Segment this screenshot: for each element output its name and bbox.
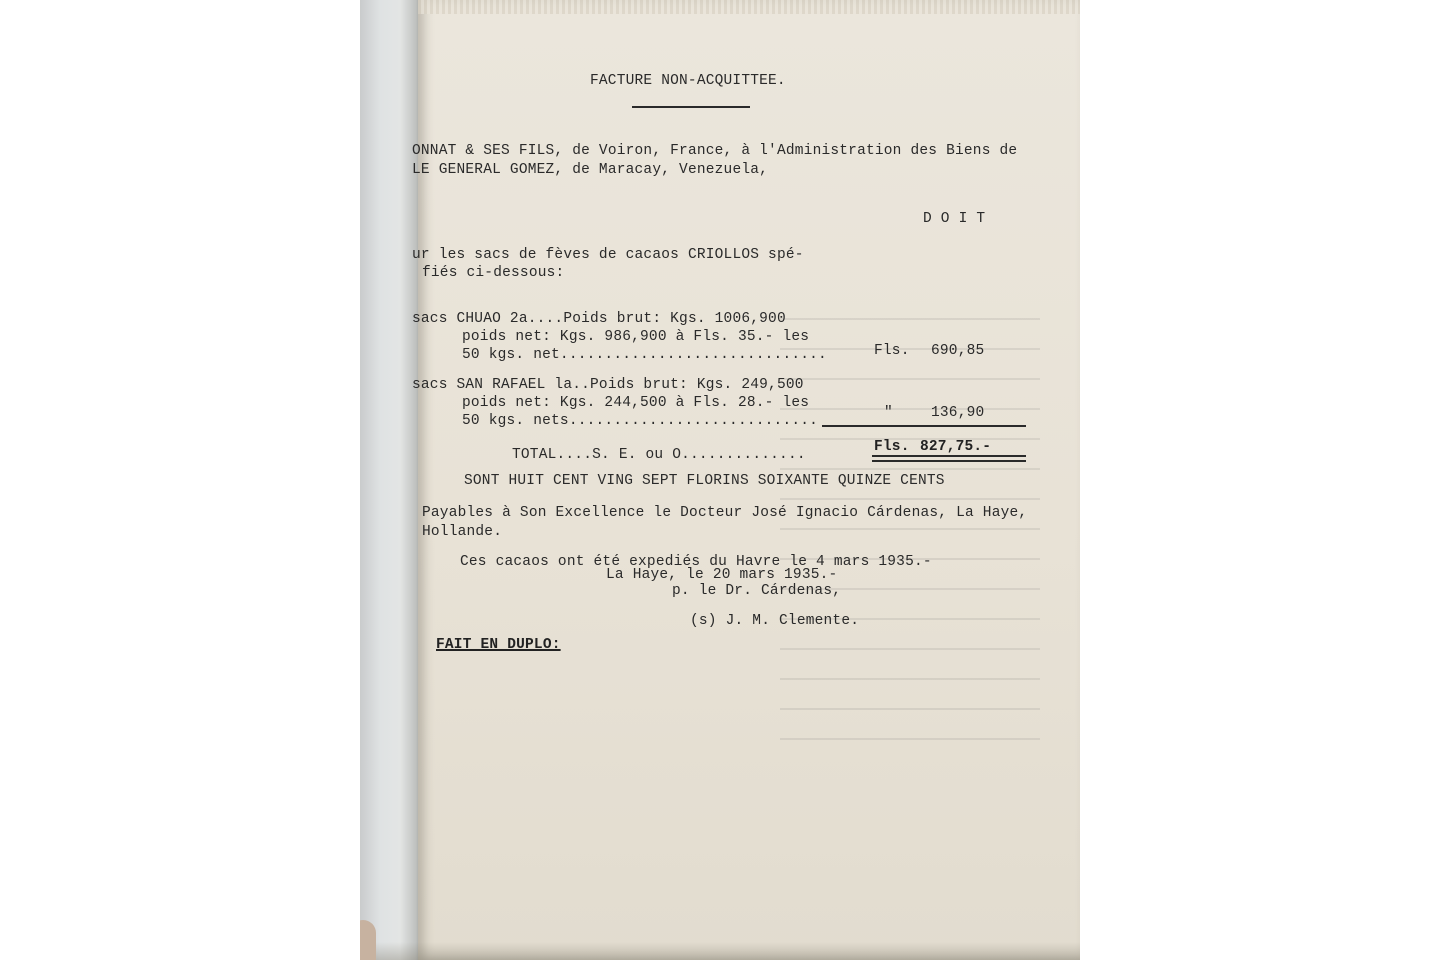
intro-line-2: fiés ci-dessous: [422, 265, 565, 281]
amount-in-words: SONT HUIT CENT VING SEPT FLORINS SOIXANTE QUINZE CENTS [464, 473, 945, 489]
item2-line-2: poids net: Kgs. 244,500 à Fls. 28.- les [462, 395, 810, 411]
item1-line-3: 50 kgs. net.............................. [462, 347, 827, 363]
header-line-2: LE GENERAL GOMEZ, de Maracay, Venezuela, [412, 162, 769, 178]
item1-line-1: sacs CHUAO 2a....Poids brut: Kgs. 1006,900 [412, 311, 786, 327]
total-amount: 827,75.- [920, 439, 992, 455]
invoice-title: FACTURE NON-ACQUITTEE. [590, 73, 786, 89]
total-rule-2 [872, 460, 1026, 462]
shipping-note: Ces cacaos ont été expediés du Havre le 4 mars 1935.- [460, 554, 932, 570]
document-photo [360, 0, 1080, 960]
total-currency: Fls. [874, 439, 910, 455]
page-top-edge [418, 0, 1080, 14]
item2-line-3: 50 kgs. nets............................ [462, 413, 819, 429]
intro-line-1: ur les sacs de fèves de cacaos CRIOLLOS spé- [412, 247, 804, 263]
thumb-at-corner [360, 920, 376, 960]
payable-line-2: Hollande. [422, 524, 503, 540]
item2-amount: 136,90 [931, 405, 985, 421]
title-underline [632, 106, 750, 108]
item1-currency: Fls. [874, 343, 910, 359]
header-line-1: ONNAT & SES FILS, de Voiron, France, à l'Administration des Biens de [412, 143, 1018, 159]
total-rule-1 [872, 455, 1026, 457]
item2-currency-ditto: " [884, 405, 893, 421]
page-bottom-shadow [360, 942, 1080, 960]
duplicate-note: FAIT EN DUPLO: [436, 637, 561, 653]
item1-amount: 690,85 [931, 343, 985, 359]
place-date: La Haye, le 20 mars 1935.- [606, 567, 838, 583]
doit-label: D O I T [923, 211, 986, 227]
total-label: TOTAL....S. E. ou O.............. [512, 447, 806, 463]
payable-line-1: Payables à Son Excellence le Docteur José Ignacio Cárdenas, La Haye, [422, 505, 1028, 521]
subtotal-rule [822, 425, 1026, 427]
item1-line-2: poids net: Kgs. 986,900 à Fls. 35.- les [462, 329, 810, 345]
item2-line-1: sacs SAN RAFAEL la..Poids brut: Kgs. 249,500 [412, 377, 804, 393]
signature: (s) J. M. Clemente. [690, 613, 860, 629]
on-behalf-of: p. le Dr. Cárdenas, [672, 583, 842, 599]
